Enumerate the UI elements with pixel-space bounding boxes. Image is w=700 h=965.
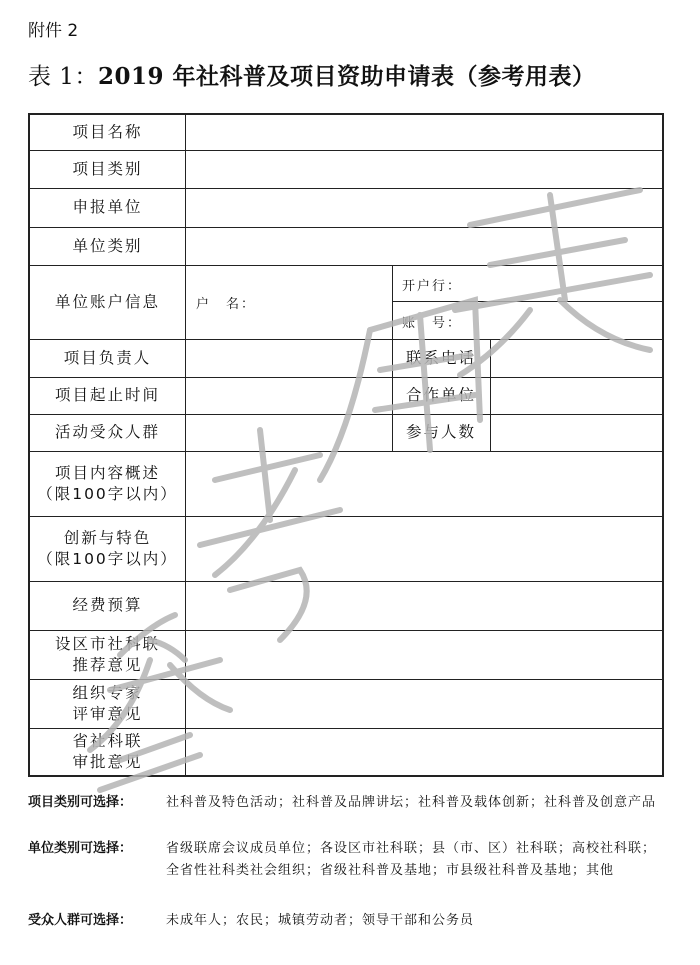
recommend-label-line1: 设区市社科联 xyxy=(54,635,160,654)
note-unit-category xyxy=(28,838,668,908)
project-category-label: 项目类别 xyxy=(72,159,143,178)
applicant-unit-label: 申报单位 xyxy=(72,198,143,217)
approve-label xyxy=(30,728,185,775)
overview-label xyxy=(30,451,185,516)
account-number-label: 账 号： xyxy=(402,316,463,331)
period-label: 项目起止时间 xyxy=(54,386,160,405)
bank-label: 开户行： xyxy=(402,279,463,294)
approve-label-line1: 省社科联 xyxy=(72,732,143,751)
participants-label: 参与人数 xyxy=(405,423,476,442)
review-label-line1: 组织专家 xyxy=(72,684,143,703)
audience-label: 活动受众人群 xyxy=(54,423,160,442)
overview-label-line1: 项目内容概述 xyxy=(54,463,160,482)
note-value: 省级联席会议成员单位；各设区市社科联；县（市、区）社科联；高校社科联；全省性社科类社会组织；省级社科普及基地；市县级社科普及基地；其他 xyxy=(166,841,657,878)
approve-label-line2: 审批意见 xyxy=(72,752,143,771)
application-form-table xyxy=(28,113,664,777)
note-audience xyxy=(28,910,668,934)
note-key: 单位类别可选择： xyxy=(28,841,133,856)
table-number: 表 1： xyxy=(28,64,98,90)
review-label-line2: 评审意见 xyxy=(72,704,143,723)
contact-phone-label: 联系电话 xyxy=(405,348,476,367)
note-key: 项目类别可选择： xyxy=(28,795,133,810)
note-value: 未成年人；农民；城镇劳动者；领导干部和公务员 xyxy=(166,913,475,928)
recommend-label xyxy=(30,630,185,679)
overview-label-line2: （限100字以内） xyxy=(37,484,178,503)
innovation-label-line1: 创新与特色 xyxy=(63,528,152,547)
innovation-label xyxy=(30,516,185,581)
recommend-label-line2: 推荐意见 xyxy=(72,655,143,674)
page-title xyxy=(28,58,595,91)
note-value: 社科普及特色活动；社科普及品牌讲坛；社科普及载体创新；社科普及创意产品 xyxy=(166,795,657,810)
partner-label: 合作单位 xyxy=(405,386,476,405)
leader-label: 项目负责人 xyxy=(63,348,152,367)
project-name-label: 项目名称 xyxy=(72,123,143,142)
note-project-category xyxy=(28,792,668,842)
attachment-label: 附件 2 xyxy=(28,21,79,41)
account-holder-label: 户 名： xyxy=(196,297,257,312)
account-info-label: 单位账户信息 xyxy=(54,292,160,311)
review-label xyxy=(30,679,185,728)
form-title: 2019 年社科普及项目资助申请表（参考用表） xyxy=(97,63,596,90)
unit-category-label: 单位类别 xyxy=(72,236,143,255)
budget-label: 经费预算 xyxy=(72,596,143,615)
note-key: 受众人群可选择： xyxy=(28,913,133,928)
innovation-label-line2: （限100字以内） xyxy=(37,549,178,568)
